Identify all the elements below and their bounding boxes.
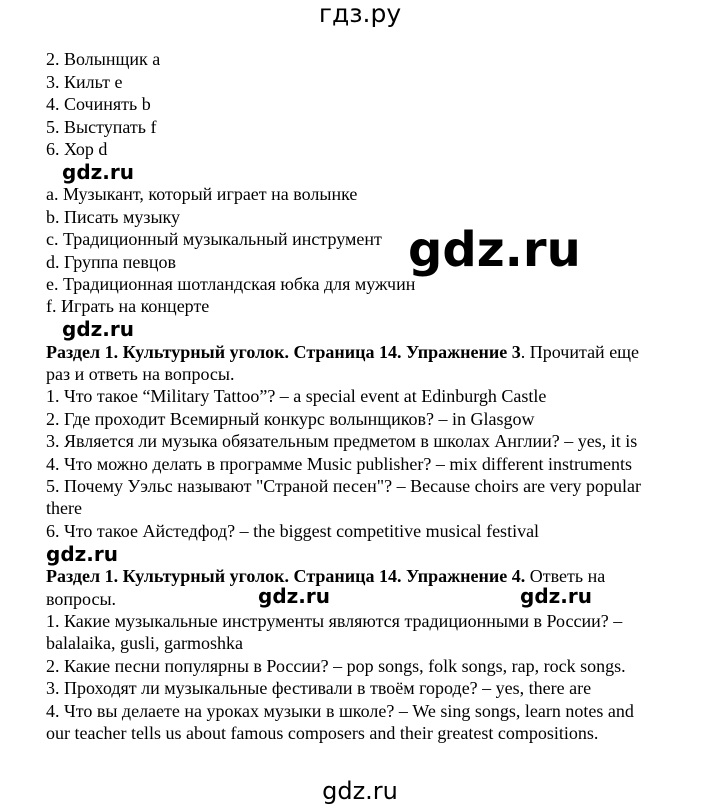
exercise3-line: 6. Что такое Айстедфод? – the biggest competitive musical festival xyxy=(46,521,540,541)
exercise3-line: 2. Где проходит Всемирный конкурс волынщиков? – in Glasgow xyxy=(46,409,535,429)
answer-line: 6. Хор d xyxy=(46,139,108,159)
watermark: gdz.ru xyxy=(62,160,134,184)
watermark: gdz.ru xyxy=(258,584,330,608)
exercise3-line: 5. Почему Уэльс называют "Страной песен"? – Because choirs are very popular xyxy=(46,476,642,496)
exercise3-line: 4. Что можно делать в программе Music publisher? – mix different instruments xyxy=(46,454,632,474)
definition-line: e. Традиционная шотландская юбка для мужчин xyxy=(46,274,416,294)
exercise4-title-cont: вопросы. xyxy=(46,589,117,609)
watermark: gdz.ru xyxy=(62,317,134,341)
exercise4-line: 4. Что вы делаете на уроках музыки в школе? – We sing songs, learn notes and xyxy=(46,701,634,721)
answer-line: 2. Волынщик a xyxy=(46,49,161,69)
exercise3-line: 3. Является ли музыка обязательным предметом в школах Англии? – yes, it is xyxy=(46,431,638,451)
site-footer: gdz.ru xyxy=(322,777,398,805)
definition-line: c. Традиционный музыкальный инструмент xyxy=(46,229,382,249)
definition-line: a. Музыкант, который играет на волынке xyxy=(46,184,358,204)
exercise3-title xyxy=(46,341,639,363)
exercise4-line: balalaika, gusli, garmoshka xyxy=(46,633,243,653)
exercise4-title-rest: Ответь на xyxy=(525,566,606,586)
watermark: gdz.ru xyxy=(520,584,592,608)
exercise3-line: 1. Что такое “Military Tattoo”? – a special event at Edinburgh Castle xyxy=(46,386,547,406)
answer-line: 3. Кильт e xyxy=(46,72,123,92)
definition-line: b. Писать музыку xyxy=(46,207,181,227)
answer-line: 5. Выступать f xyxy=(46,117,157,137)
exercise4-line: 3. Проходят ли музыкальные фестивали в твоём городе? – yes, there are xyxy=(46,678,592,698)
exercise3-title-bold: Раздел 1. Культурный уголок. Страница 14. Упражнение 3 xyxy=(46,342,521,362)
exercise3-title-rest: . Прочитай еще xyxy=(520,342,640,362)
exercise3-line: there xyxy=(46,498,82,518)
exercise4-line: 2. Какие песни популярны в России? – pop songs, folk songs, rap, rock songs. xyxy=(46,656,626,676)
exercise4-line: our teacher tells us about famous composers and their greatest compositions. xyxy=(46,723,599,743)
site-header: гдз.ру xyxy=(318,0,402,28)
definition-line: f. Играть на концерте xyxy=(46,296,210,316)
watermark: gdz.ru xyxy=(46,542,118,566)
exercise4-line: 1. Какие музыкальные инструменты являются традиционными в России? – xyxy=(46,611,623,631)
definition-line: d. Группа певцов xyxy=(46,252,177,272)
watermark-large: gdz.ru xyxy=(408,222,581,278)
exercise4-title-bold: Раздел 1. Культурный уголок. Страница 14. Упражнение 4. xyxy=(46,566,526,586)
exercise3-title-cont: раз и ответь на вопросы. xyxy=(46,364,235,384)
answer-line: 4. Сочинять b xyxy=(46,94,151,114)
